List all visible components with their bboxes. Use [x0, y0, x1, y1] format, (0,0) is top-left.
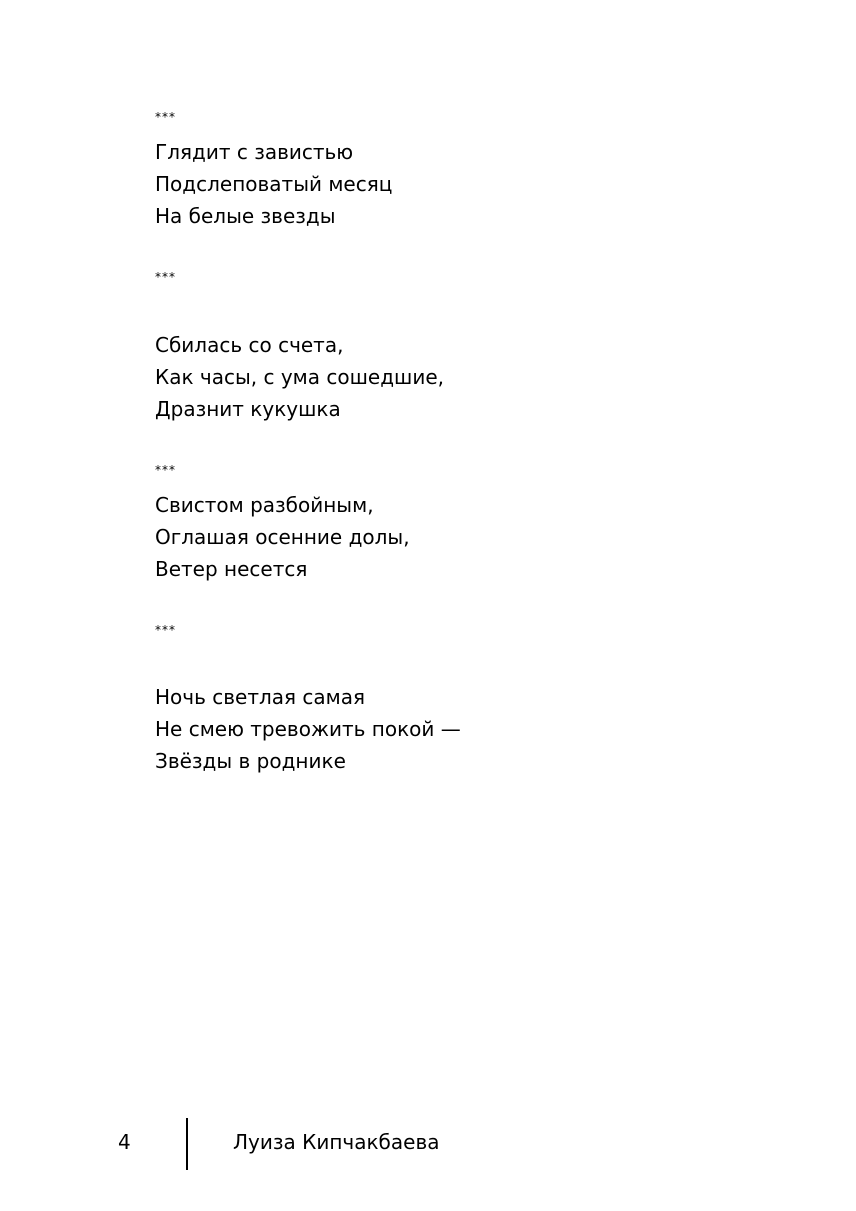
stanza-separator: *** — [155, 463, 176, 477]
page-number: 4 — [118, 1130, 131, 1154]
poem-line: Не смею тревожить покой — — [155, 717, 461, 741]
poem-line: На белые звезды — [155, 204, 336, 228]
poem-line: Свистом разбойным, — [155, 493, 374, 517]
stanza-separator: *** — [155, 623, 176, 637]
running-footer-author: Луиза Кипчакбаева — [233, 1130, 440, 1154]
poem-line: Ночь светлая самая — [155, 685, 366, 709]
stanza-separator: *** — [155, 110, 176, 124]
poem-line: Сбилась со счета, — [155, 333, 344, 357]
poem-line: Ветер несется — [155, 557, 308, 581]
poem-line: Как часы, с ума сошедшие, — [155, 365, 444, 389]
poem-line: Подслеповатый месяц — [155, 172, 393, 196]
poem-line: Звёзды в роднике — [155, 749, 346, 773]
poem-line: Оглашая осенние долы, — [155, 525, 410, 549]
footer-divider — [186, 1118, 188, 1170]
stanza-separator: *** — [155, 270, 176, 284]
poem-line: Дразнит кукушка — [155, 397, 341, 421]
poem-line: Глядит с завистью — [155, 140, 354, 164]
